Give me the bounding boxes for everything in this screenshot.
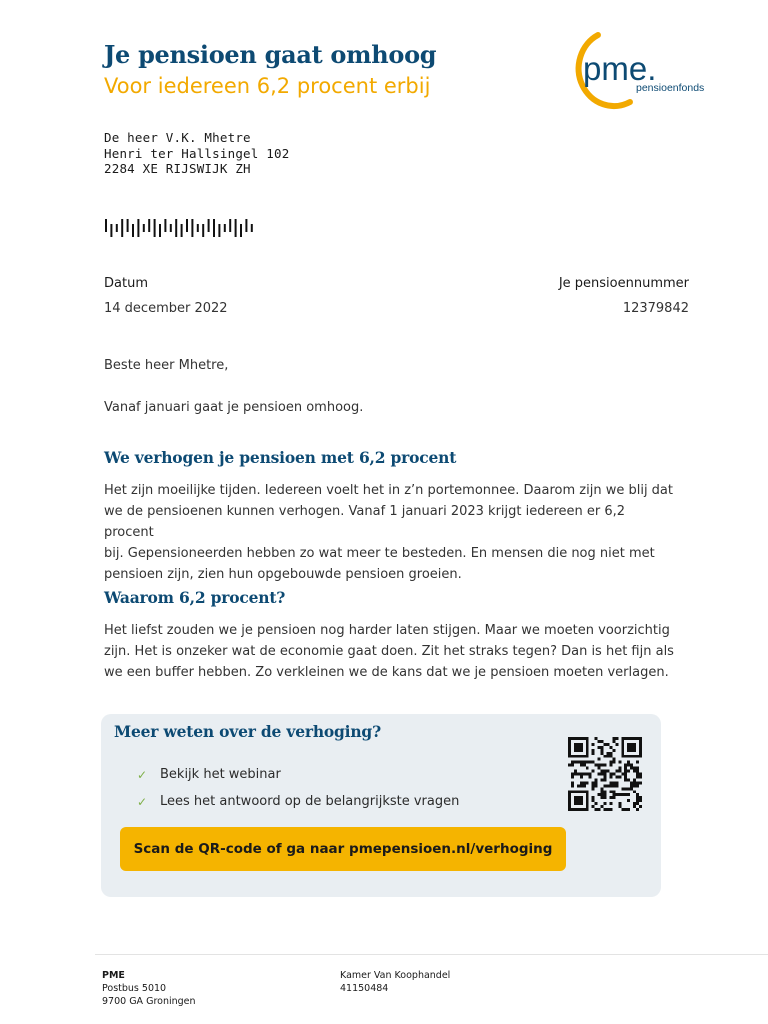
section1-line: Het zijn moeilijke tijden. Iedereen voelt het in z’n portemonnee. Daarom zijn we blij dat [104,483,673,498]
page-subtitle: Voor iedereen 6,2 procent erbij [104,74,431,98]
intro-text: Vanaf januari gaat je pensioen omhoog. [104,400,364,415]
list-item-webinar[interactable] [137,767,281,782]
footer-city: 9700 GA Groningen [102,996,196,1007]
logo-subtext: pensioenfonds [636,82,705,94]
section2-line: zijn. Het is onzeker wat de economie gaat doen. Zit het straks tegen? Dan is het fijn als [104,644,674,659]
section2-line: we een buffer hebben. Zo verkleinen we de kans dat we je pensioen moeten verlagen. [104,665,669,680]
recipient-address [104,130,289,177]
list-item-faq[interactable] [137,794,459,809]
list-item-label: Bekijk het webinar [160,767,281,782]
address-line-name: De heer V.K. Mhetre [104,130,251,145]
section1-line: we de pensioenen kunnen verhogen. Vanaf 1 januari 2023 krijgt iedereen er 6,2 procent [104,504,626,540]
section2-heading: Waarom 6,2 procent? [104,588,286,607]
footer-po-box: Postbus 5010 [102,983,167,994]
address-line-street: Henri ter Hallsingel 102 [104,145,290,161]
postal-barcode [104,217,256,239]
footer-divider [95,954,768,955]
footer-address [102,969,196,1008]
greeting: Beste heer Mhetre, [104,358,229,373]
logo-text: pme. [583,50,657,87]
section1-line: pensioen zijn, zien hun opgebouwde pensioen groeien. [104,567,462,582]
checkmark-icon: ✓ [137,767,148,782]
info-box-title: Meer weten over de verhoging? [114,722,381,741]
checkmark-icon: ✓ [137,794,148,809]
pension-number-label: Je pensioennummer [558,276,689,291]
page-title: Je pensioen gaat omhoog [104,40,437,69]
section2-line: Het liefst zouden we je pensioen nog harder laten stijgen. Maar we moeten voorzichtig [104,623,670,638]
qr-code-icon[interactable] [566,737,644,811]
list-item-label: Lees het antwoord op de belangrijkste vragen [160,794,460,809]
cta-button[interactable]: Scan de QR-code of ga naar pmepensioen.nl/verhoging [120,827,566,871]
section1-paragraph [104,480,674,585]
footer-kvk [340,969,450,995]
footer-kvk-number: 41150484 [340,983,389,994]
section1-heading: We verhogen je pensioen met 6,2 procent [104,448,457,467]
date-value: 14 december 2022 [104,301,228,316]
footer-org: PME [102,970,125,981]
section2-paragraph [104,620,674,683]
date-label: Datum [104,276,148,291]
pension-number-value: 12379842 [622,301,689,316]
section1-line: bij. Gepensioneerden hebben zo wat meer te besteden. En mensen die nog niet met [104,546,655,561]
footer-kvk-label: Kamer Van Koophandel [340,970,451,981]
address-line-city: 2284 XE RIJSWIJK ZH [104,161,251,176]
pme-logo [560,30,730,110]
